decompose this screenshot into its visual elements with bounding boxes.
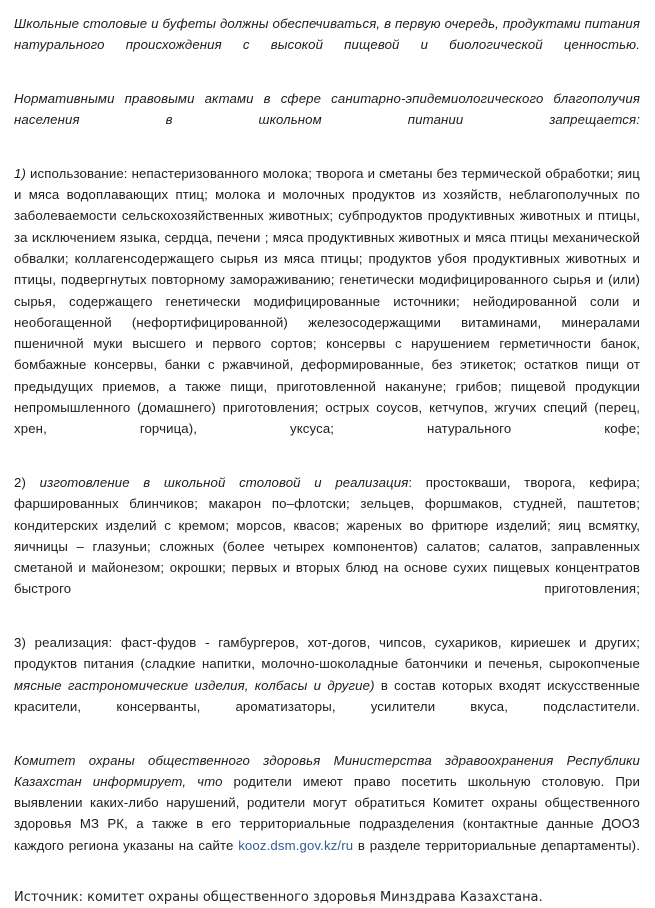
list-item-2-number: 2): [14, 474, 40, 490]
list-item-3-body-second: в состав которых входят искусственные красители, консерванты, ароматизаторы, усилители вкуса, подсластители.: [14, 677, 640, 714]
committee-emphasis: Комитет охраны общественного здоровья Министерства здравоохранения Республики Казахстан информирует, что: [14, 752, 640, 789]
paragraph-intro-text: Школьные столовые и буфеты должны обеспечиваться, в первую очередь, продуктами питания натурального происхождения с высокой пищевой и биологической ценностью.: [14, 16, 640, 53]
kooz-website-link[interactable]: kooz.dsm.gov.kz/ru: [238, 837, 354, 853]
paragraph-lead-in-text: Нормативными правовыми актами в сфере санитарно-эпидемиологического благополучия населения в школьном питании запрещается:: [14, 90, 640, 128]
paragraph-committee-notice: [14, 750, 640, 878]
list-item-1-body: использование: непастеризованного молока; творога и сметаны без термической обработки; яиц и мяса водоплавающих птиц; молока и молочных продуктов из хозяйств, неблагополучных по заболеваемости сельскохозяйственных животных; субпродуктов продуктивных животных и птицы, за исключением языка, сердца, печени ; мяса продуктивных животных и мяса птицы механической обвалки; коллагенсодержащего сырья из мяса птицы; продуктов убоя продуктивных животных и птицы, подвергнутых повторному замораживанию; генетически модифицированного сырья и (или) сырья, содержащего генетически модифицированные источники; нейодированной соли и необогащенной (нефортифицированной) железосодержащими витаминами, минералами пшеничной муки высшего и первого сортов; консервы с нарушением герметичности банок, бомбажные консервы, банки с ржавчиной, деформированные, без этикеток; остатков пищи от предыдущих приемов, а также пищи, приготовленной накануне; грибов; пищевой продукции непромышленного (домашнего) приготовления; острых соусов, кетчупов, жгучих специй (перец, хрен, горчица), уксуса; натурального кофе;: [14, 165, 640, 437]
list-item-3-emphasis: мясные гастрономические изделия, колбасы и другие): [14, 677, 375, 693]
committee-body-first: родители имеют право посетить школьную столовую. При выявлении каких-либо нарушений, родители могут обратиться Комитет охраны общественного здоровья МЗ РК, а также в его территориальные подразделения (контактные данные ДООЗ каждого региона указаны на сайте: [14, 773, 641, 853]
source-attribution: Источник: комитет охраны общественного здоровья Минздрава Казахстана.: [14, 890, 543, 906]
list-item-3-body-first: 3) реализация: фаст-фудов - гамбургеров, хот-догов, чипсов, сухариков, кириешек и других; продуктов питания (сладкие напитки, молочно-шоколадные батончики и печенья, сырокопченые: [14, 635, 640, 672]
list-item-2-emphasis: изготовление в школьной столовой и реализация: [39, 474, 409, 490]
paragraph-lead-in: [14, 88, 640, 152]
list-item-1-number: 1): [14, 165, 26, 181]
list-item-3: [14, 632, 640, 738]
paragraph-intro: [14, 13, 640, 77]
list-item-1: [14, 163, 640, 461]
list-item-2: [14, 472, 640, 621]
list-item-2-body: : простокваши, творога, кефира; фаршированных блинчиков; макарон по–флотски; зельцев, форшмаков, студней, паштетов; кондитерских изделий с кремом; морсов, квасов; жареных во фритюре изделий; яиц всмятку, яичницы – глазуньи; сложных (более четырех компонентов) салатов; салатов, заправленных сметаной и майонезом; окрошки; первых и вторых блюд на основе сухих пищевых концентратов быстрого приготовления;: [14, 474, 640, 597]
committee-body-second: в разделе территориальные департаменты).: [353, 837, 640, 853]
